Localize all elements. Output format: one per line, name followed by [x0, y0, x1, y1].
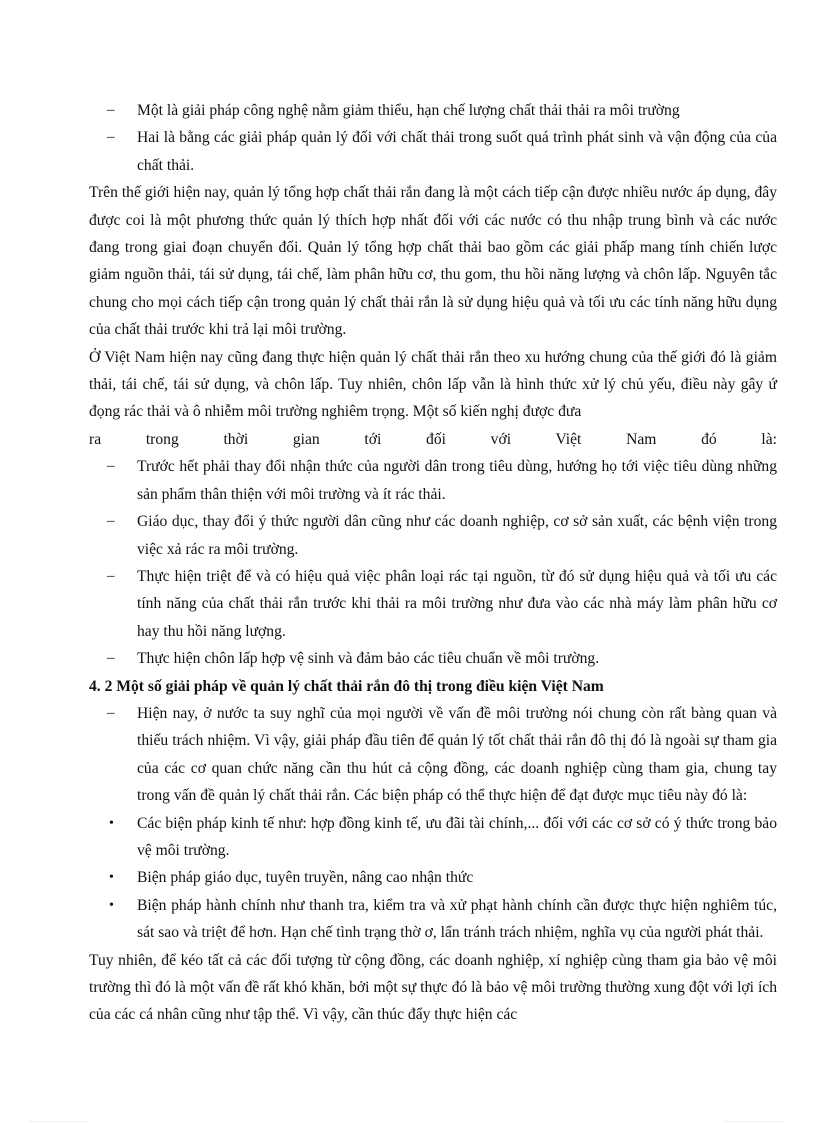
dash-marker: – — [107, 513, 115, 530]
footer-divider — [725, 1121, 785, 1122]
bullet-item-text: Các biện pháp kinh tế như: hợp đồng kinh tế, ưu đãi tài chính,... đối với các cơ sở có ý thức trong bảo vệ môi trường. — [137, 814, 777, 859]
list-item-text: Một là giải pháp công nghệ nằm giảm thiểu, hạn chế lượng chất thải thải ra môi trường — [137, 102, 680, 119]
dash-marker: – — [107, 458, 115, 475]
bullet-item-text: Biện pháp hành chính như thanh tra, kiểm tra và xử phạt hành chính cần được thực hiện nghiêm túc, sát sao và triệt để hơn. Hạn chế tình trạng thờ ơ, lẩn tránh trách nhiệm, nghĩa vụ của người phát thải. — [137, 896, 777, 942]
dash-marker: – — [107, 567, 115, 584]
list-item-text: Thực hiện triệt để và có hiệu quả việc phân loại rác tại nguồn, từ đó sử dụng hiệu quả và tối ưu các tính năng của chất thải rắn trước khi thải ra môi trường như đưa vào các nhà máy làm phân hữu cơ hay thu hồi năng lượng. — [137, 567, 777, 640]
dash-marker: – — [107, 102, 115, 118]
list-item — [89, 124, 777, 179]
paragraph-vietnam-status: Ở Việt Nam hiện nay cũng đang thực hiện quản lý chất thải rắn theo xu hướng chung của thế giới đó là giảm thải, tái chế, tái sử dụng, và chôn lấp. Tuy nhiên, chôn lấp vẫn là hình thức xử lý chủ yếu, điều này gây ứ đọng rác thải và ô nhiễm môi trường nghiêm trọng. Một số kiến nghị được đưa — [89, 348, 777, 421]
list-item — [89, 563, 777, 645]
list-item — [89, 645, 777, 672]
list-item — [89, 700, 777, 810]
bullet-item — [89, 810, 777, 865]
dash-marker: – — [107, 129, 115, 146]
bullet-item — [89, 892, 777, 947]
list-item-text: Trước hết phải thay đổi nhận thức của người dân trong tiêu dùng, hướng họ tới việc tiêu dùng những sản phẩm thân thiện với môi trường và ít rác thải. — [137, 458, 777, 503]
bullet-item — [89, 864, 777, 891]
list-item-text: Giáo dục, thay đổi ý thức người dân cũng như các doanh nghiệp, cơ sở sản xuất, các bệnh viện trong việc xả rác ra môi trường. — [137, 513, 777, 558]
dash-marker: – — [107, 704, 115, 721]
bullet-marker: • — [109, 897, 114, 913]
bullet-item-text: Biện pháp giáo dục, tuyên truyền, nâng cao nhận thức — [137, 869, 474, 887]
list-item — [89, 453, 777, 508]
page-content — [89, 97, 777, 1029]
list-item-text: Hiện nay, ở nước ta suy nghĩ của mọi người về vấn đề môi trường nói chung còn rất bàng quan và thiếu trách nhiệm. Vì vậy, giải pháp đầu tiên để quản lý tốt chất thải rắn đô thị đó là ngoài sự tham gia của các cơ quan chức năng cần thu hút cả cộng đồng, các doanh nghiệp cùng tham gia, chung tay trong vấn đề quản lý chất thải rắn. Các biện pháp có thể thực hiện để đạt được mục tiêu này đó là: — [137, 704, 777, 805]
bullet-marker: • — [109, 815, 114, 831]
dash-marker: – — [107, 650, 115, 667]
section-heading: 4. 2 Một số giải pháp về quản lý chất thải rắn đô thị trong điều kiện Việt Nam — [89, 677, 604, 695]
list-item-text: Thực hiện chôn lấp hợp vệ sinh và đảm bảo các tiêu chuẩn về môi trường. — [137, 650, 600, 668]
bullet-marker: • — [109, 870, 114, 886]
list-item — [89, 508, 777, 563]
paragraph-integrated-management: Trên thế giới hiện nay, quản lý tổng hợp chất thải rắn đang là một cách tiếp cận được nhiều nước áp dụng, đây được coi là một phương thức quản lý thích hợp nhất đối với các nước có thu nhập trung bình và các nước đang trong giai đoạn chuyển đổi. Quản lý tổng hợp chất thải bao gồm các giải phấp mang tính chiến lược giảm nguồn thải, tái sử dụng, tái chế, làm phân hữu cơ, thu gom, thu hồi năng lượng và chôn lấp. Nguyên tắc chung cho mọi cách tiếp cận trong quản lý chất thải rắn là sử dụng hiệu quả và tối ưu các tính năng hữu dụng của chất thải trước khi trả lại môi trường. — [89, 184, 777, 339]
paragraph-vietnam-status-last-line: ra trong thời gian tới đối với Việt Nam đó là: — [89, 430, 777, 448]
list-item-text: Hai là bằng các giải pháp quản lý đối với chất thải trong suốt quá trình phát sinh và vận động của của chất thải. — [137, 129, 777, 174]
list-item — [89, 97, 777, 124]
footer-divider — [30, 1121, 90, 1122]
paragraph-final: Tuy nhiên, để kéo tất cả các đối tượng từ cộng đồng, các doanh nghiệp, xí nghiệp cùng tham gia bảo vệ môi trường thì đó là một vấn đề rất khó khăn, bởi một sự thực đó là bảo vệ môi trường thường xung đột với lợi ích của các cá nhân cũng như tập thể. Vì vậy, cần thúc đẩy thực hiện các — [89, 951, 777, 1024]
